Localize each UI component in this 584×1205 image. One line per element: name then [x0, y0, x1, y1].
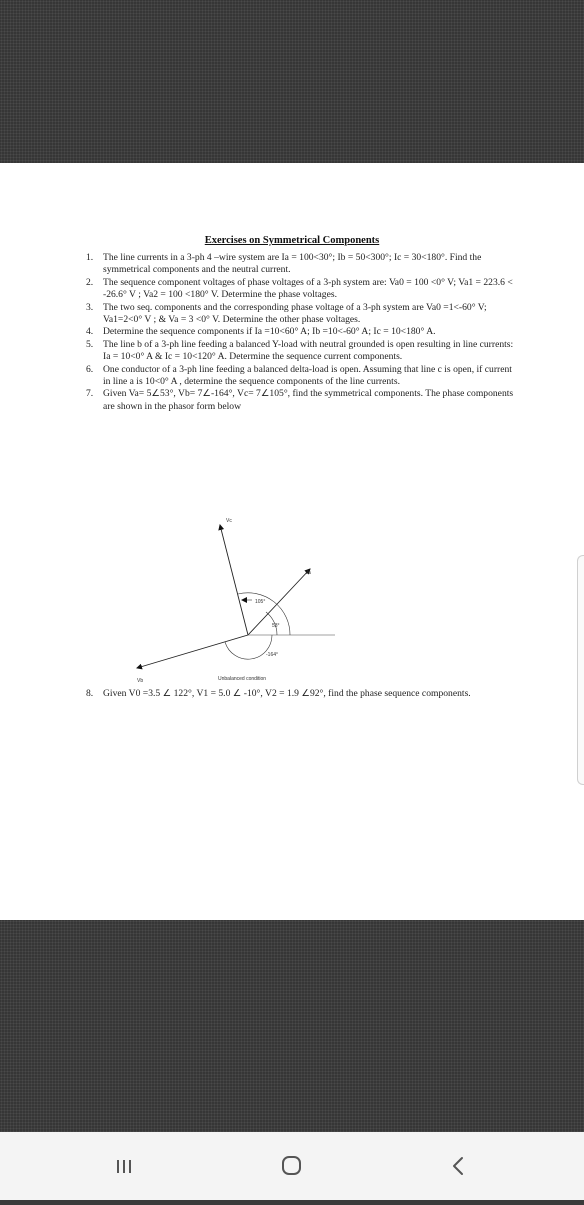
exercise-item: 8. Given V0 =3.5 ∠ 122°, V1 = 5.0 ∠ -10°, V2 = 1.9 ∠92°, find the phase sequence components. [86, 688, 471, 699]
system-navigation-bar [0, 1132, 584, 1200]
label-angle-neg164: -164° [266, 652, 279, 658]
exercise-item: 1. The line currents in a 3-ph 4 –wire system are Ia = 100<30°; Ib = 50<300°; Ic = 30<180°. Find the symmetrical components and the neutral current. [86, 252, 482, 276]
recent-apps-icon [80, 1132, 170, 1200]
vc-phasor [220, 525, 248, 635]
angle-arc-neg164 [225, 635, 272, 659]
exercise-item: 3. The two seq. components and the corresponding phase voltage of a 3-ph system are Va0 =1<-60° V; Va1=2<0° V ; & Va = 3 <0° V. Determine the other phase voltages. [86, 301, 487, 326]
label-angle-53: 53° [272, 623, 280, 629]
document-title: Exercises on Symmetrical Components [204, 235, 380, 246]
background-bottom [0, 920, 584, 1132]
exercise-item: 5. The line b of a 3-ph line feeding a balanced Y-load with neutral grounded is open resulting in line currents: Ia = 10<0° A & Ic = 10<120° A. Determine the sequence current components. [86, 338, 514, 363]
label-va: Va [305, 570, 311, 576]
home-icon [247, 1132, 337, 1200]
home-button[interactable] [247, 1132, 337, 1200]
exercise-item: 6. One conductor of a 3-ph line feeding a balanced delta-load is open. Assuming that line c is open, if current in line a is 10<0° A , determine the sequence components of the line currents. [86, 363, 512, 388]
diagram-caption: Unbalanced condition [218, 676, 267, 682]
exercise-item: 7. Given Va= 5∠53°, Vb= 7∠-164°, Vc= 7∠105°, find the symmetrical components. The phase components are shown in the phasor form below [86, 388, 514, 412]
back-icon [413, 1132, 503, 1200]
label-vc: Vc [226, 518, 232, 524]
exercise-item: 2. The sequence component voltages of phase voltages of a 3-ph system are: Va0 = 100 <0° V; Va1 = 223.6 < -26.6° V ; Va2 = 100 <180° V. Determine the phase voltages. [86, 276, 513, 301]
label-angle-105: 105° [255, 599, 266, 605]
exercise-item: 4. Determine the sequence components if Ia =10<60° A; Ib =10<-60° A; Ic = 10<180° A. [86, 326, 436, 338]
recent-apps-button[interactable] [80, 1132, 170, 1200]
label-vb: Vb [137, 678, 144, 684]
vb-phasor [137, 635, 248, 668]
back-button[interactable] [413, 1132, 503, 1200]
